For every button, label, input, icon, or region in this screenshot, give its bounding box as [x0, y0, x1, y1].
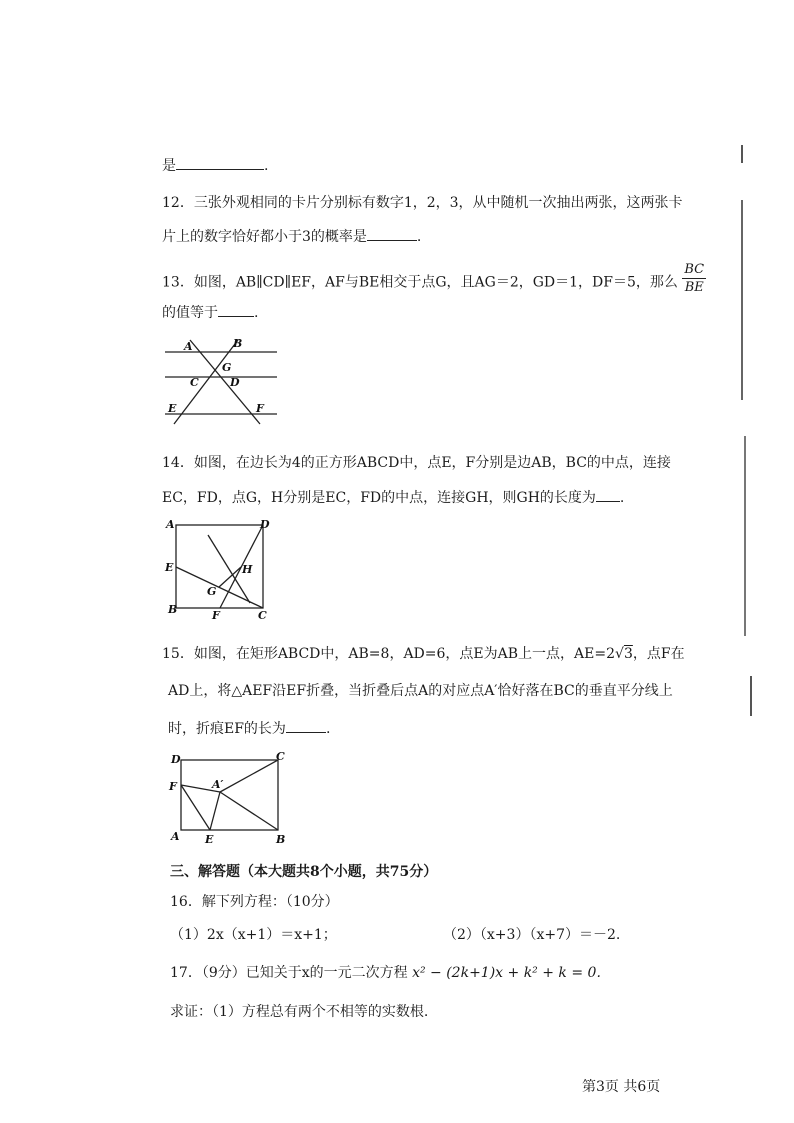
q11-end: . [264, 158, 269, 174]
q14-figure [160, 515, 285, 625]
q13-frac-den: BE [684, 280, 704, 295]
q14-label-c: C [258, 609, 267, 622]
q14-label-d: D [260, 518, 270, 531]
q17-proof: 求证：（1）方程总有两个不相等的实数根. [170, 1004, 429, 1020]
q13-line1-text: 13．如图，AB∥CD∥EF，AF与BE相交于点G，且AG＝2，GD＝1，DF＝5，那么 [162, 274, 678, 291]
section3-title: 三、解答题（本大题共8个小题，共75分） [170, 864, 438, 880]
q16-part2: （2）（x+3）（x+7）＝－2. [443, 927, 621, 943]
scan-mark [741, 145, 743, 163]
q14-line2 [162, 487, 624, 507]
q12-line2 [162, 226, 421, 246]
q15-label-a: A [171, 830, 180, 843]
q15-end: . [325, 721, 331, 737]
q13-label-b: B [233, 337, 243, 350]
q15-label-b: B [276, 833, 286, 846]
q14-line1: 14．如图，在边长为4的正方形ABCD中，点E，F分别是边AB，BC的中点，连接 [162, 455, 671, 471]
q14-label-b: B [168, 603, 178, 616]
q15-figure [165, 750, 295, 850]
q13-line2-text: 的值等于 [162, 305, 218, 321]
q15-answer-blank [286, 720, 326, 733]
q14-answer-blank [596, 489, 620, 502]
q14-label-f: F [212, 609, 220, 622]
q13-label-c: C [190, 376, 199, 389]
q17-intro: 17．（9分）已知关于x的一元二次方程 [170, 965, 408, 981]
q15-label-d: D [171, 753, 181, 766]
scan-mark [741, 200, 743, 400]
q15-line3-text: 时，折痕EF的长为 [168, 721, 286, 737]
scan-mark [750, 676, 752, 716]
q13-label-a: A [184, 340, 193, 353]
q11-tail [162, 155, 268, 175]
q13-end: . [254, 305, 259, 321]
q15-label-aprime: A′ [212, 778, 224, 791]
scan-mark [744, 436, 746, 636]
q12-end: . [416, 229, 422, 245]
q15-label-e: E [205, 833, 214, 846]
q13-line2 [162, 302, 258, 322]
q13-label-f: F [256, 402, 264, 415]
q13-frac-num: BC [684, 262, 705, 277]
q13-figure [160, 332, 285, 432]
q15-line1 [162, 643, 685, 663]
sqrt-symbol: √ [615, 646, 624, 662]
q16-part1: （1）2x（x+1）＝x+1； [170, 927, 337, 943]
q13-label-e: E [168, 402, 177, 415]
q12-line2-text: 片上的数字恰好都小于3的概率是 [162, 229, 367, 245]
q14-end: . [619, 490, 625, 506]
q14-label-g: G [207, 585, 217, 598]
q14-line2-text: EC，FD，点G，H分别是EC，FD的中点，连接GH，则GH的长度为 [162, 490, 596, 506]
q14-label-a: A [166, 518, 175, 531]
q17-equation: x² − (2k+1)x + k² + k = 0. [412, 965, 601, 981]
page-footer: 第3页 共6页 [582, 1079, 661, 1095]
q15-line1b: ，点F在 [632, 646, 685, 662]
q13-label-g: G [222, 361, 232, 374]
q14-label-e: E [165, 561, 174, 574]
q15-label-f: F [169, 780, 177, 793]
q15-sqrt-value: 3 [623, 646, 633, 662]
q15-line3 [168, 718, 330, 738]
q11-answer-blank [176, 157, 264, 170]
q15-label-c: C [276, 750, 285, 763]
q15-line1a: 15．如图，在矩形ABCD中，AB=8，AD=6，点E为AB上一点，AE=2 [162, 646, 616, 662]
q13-label-d: D [230, 376, 240, 389]
q13-answer-blank [218, 304, 254, 317]
q13-line1 [162, 262, 706, 300]
q12-line1: 12．三张外观相同的卡片分别标有数字1，2，3，从中随机一次抽出两张，这两张卡 [162, 195, 683, 211]
q15-line2: AD上，将△AEF沿EF折叠，当折叠后点A的对应点A′恰好落在BC的垂直平分线上 [168, 683, 673, 699]
q12-answer-blank [367, 228, 417, 241]
q14-label-h: H [242, 563, 253, 576]
q16-title: 16．解下列方程：（10分） [170, 894, 339, 910]
q13-fraction [682, 261, 706, 296]
q17-line [170, 962, 601, 982]
q11-text: 是 [162, 158, 176, 174]
